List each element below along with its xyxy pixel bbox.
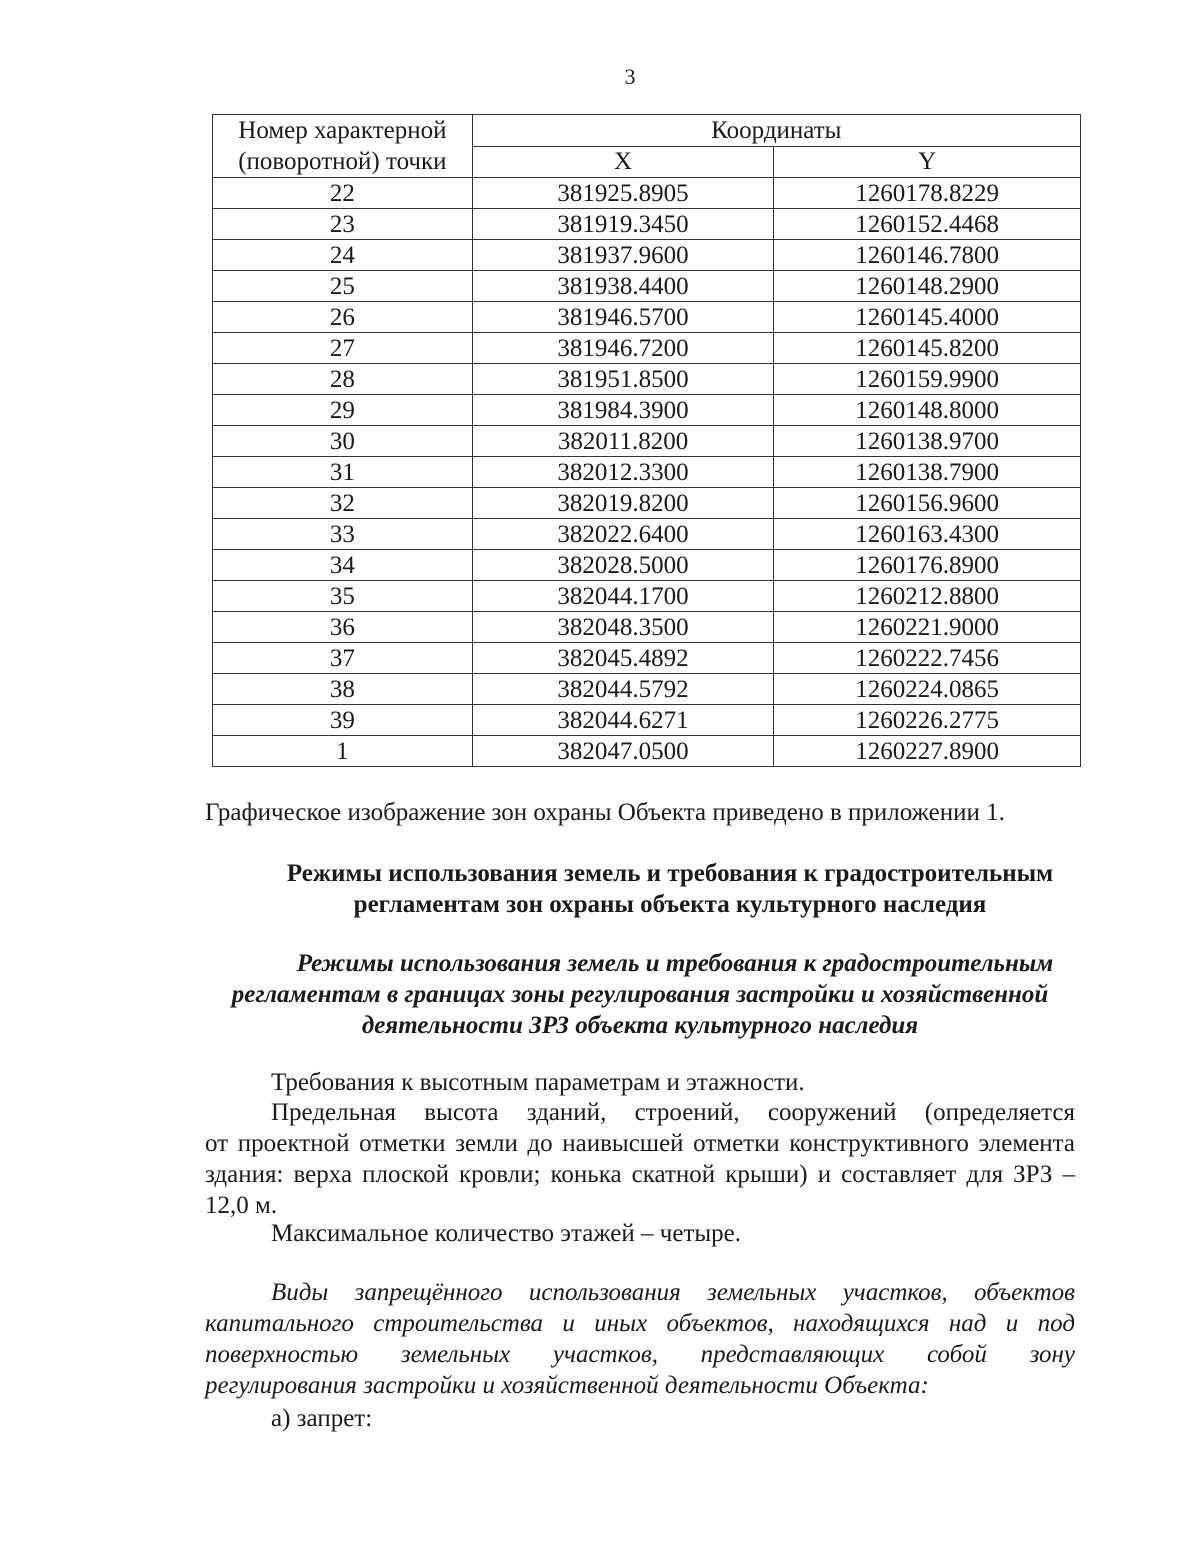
table-row [213, 550, 1081, 581]
point-number-cell: 29 [213, 395, 473, 426]
ban-item: а) запрет: [271, 1405, 373, 1432]
y-coordinate-cell: 1260212.8800 [774, 581, 1081, 612]
point-number-cell: 23 [213, 209, 473, 240]
x-coordinate-cell: 382011.8200 [472, 426, 774, 457]
forbidden-line-1: Виды запрещённого использования земельных участков, объектов [271, 1279, 1075, 1306]
point-number-cell: 34 [213, 550, 473, 581]
table-row [213, 705, 1081, 736]
y-coordinate-cell: 1260138.9700 [774, 426, 1081, 457]
section-heading-line2: регламентам зон охраны объекта культурного наследия [353, 891, 987, 918]
subsection-heading [205, 948, 1075, 1041]
table-row [213, 364, 1081, 395]
table-row [213, 488, 1081, 519]
point-number-cell: 27 [213, 333, 473, 364]
y-coordinate-cell: 1260226.2775 [774, 705, 1081, 736]
y-coordinate-cell: 1260163.4300 [774, 519, 1081, 550]
coordinates-table-body [213, 178, 1081, 767]
table-row [213, 612, 1081, 643]
x-coordinate-cell: 381919.3450 [472, 209, 774, 240]
subsection-heading-line2: регламентам в границах зоны регулирования застройки и хозяйственной [231, 981, 1049, 1008]
point-number-cell: 38 [213, 674, 473, 705]
x-coordinate-cell: 381946.5700 [472, 302, 774, 333]
table-row [213, 395, 1081, 426]
table-row [213, 240, 1081, 271]
point-number-cell: 26 [213, 302, 473, 333]
y-coordinate-cell: 1260178.8229 [774, 178, 1081, 209]
page-number: 3 [624, 64, 636, 89]
y-coordinate-cell: 1260152.4468 [774, 209, 1081, 240]
x-coordinate-cell: 382044.1700 [472, 581, 774, 612]
y-coordinate-cell: 1260145.4000 [774, 302, 1081, 333]
y-coordinate-cell: 1260146.7800 [774, 240, 1081, 271]
x-coordinate-cell: 382019.8200 [472, 488, 774, 519]
y-coordinate-cell: 1260227.8900 [774, 736, 1081, 767]
point-number-cell: 28 [213, 364, 473, 395]
y-coordinate-cell: 1260221.9000 [774, 612, 1081, 643]
table-row [213, 426, 1081, 457]
coordinates-table [212, 114, 1081, 767]
point-number-header [213, 115, 473, 178]
x-coordinate-cell: 382045.4892 [472, 643, 774, 674]
y-coordinate-cell: 1260159.9900 [774, 364, 1081, 395]
height-line-3: здания: верха плоской кровли; конька скатной крыши) и составляет для ЗРЗ – [205, 1161, 1075, 1188]
point-number-header-line1: Номер характерной [238, 117, 447, 144]
point-number-cell: 1 [213, 736, 473, 767]
table-row [213, 674, 1081, 705]
point-number-cell: 37 [213, 643, 473, 674]
forbidden-line-3: поверхностью земельных участков, представляющих собой зону [205, 1341, 1075, 1368]
table-row [213, 581, 1081, 612]
graphic-note: Графическое изображение зон охраны Объекта приведено в приложении 1. [205, 799, 1005, 826]
y-coordinate-cell: 1260224.0865 [774, 674, 1081, 705]
x-coordinate-cell: 382047.0500 [472, 736, 774, 767]
y-coordinate-cell: 1260148.2900 [774, 271, 1081, 302]
table-row [213, 519, 1081, 550]
x-coordinate-cell: 382022.6400 [472, 519, 774, 550]
coordinates-header: Координаты [472, 115, 1080, 147]
point-number-header-line2: (поворотной) точки [238, 148, 447, 175]
point-number-cell: 32 [213, 488, 473, 519]
requirements-title: Требования к высотным параметрам и этажности. [271, 1069, 805, 1096]
x-coordinate-cell: 382028.5000 [472, 550, 774, 581]
section-heading-line1: Режимы использования земель и требования к градостроительным [286, 860, 1054, 887]
table-row [213, 333, 1081, 364]
point-number-cell: 33 [213, 519, 473, 550]
point-number-cell: 25 [213, 271, 473, 302]
height-line-4: 12,0 м. [205, 1192, 278, 1219]
point-number-cell: 24 [213, 240, 473, 271]
x-coordinate-cell: 381925.8905 [472, 178, 774, 209]
point-number-cell: 36 [213, 612, 473, 643]
x-coordinate-cell: 381937.9600 [472, 240, 774, 271]
x-coordinate-cell: 382012.3300 [472, 457, 774, 488]
height-line-1: Предельная высота зданий, строений, сооружений (определяется [271, 1099, 1075, 1126]
subsection-heading-line3: деятельности ЗРЗ объекта культурного наследия [361, 1012, 919, 1039]
table-row [213, 643, 1081, 674]
forbidden-line-2: капитального строительства и иных объектов, находящихся над и под [205, 1310, 1075, 1337]
section-heading [205, 858, 1075, 920]
height-limit-paragraph [205, 1097, 1075, 1221]
subsection-heading-line1: Режимы использования земель и требования к градостроительным [296, 950, 1054, 977]
floors-limit: Максимальное количество этажей – четыре. [271, 1220, 742, 1247]
y-coordinate-cell: 1260176.8900 [774, 550, 1081, 581]
y-coordinate-cell: 1260138.7900 [774, 457, 1081, 488]
x-coordinate-cell: 381951.8500 [472, 364, 774, 395]
x-header: X [472, 146, 774, 178]
x-coordinate-cell: 381938.4400 [472, 271, 774, 302]
y-coordinate-cell: 1260145.8200 [774, 333, 1081, 364]
point-number-cell: 35 [213, 581, 473, 612]
point-number-cell: 31 [213, 457, 473, 488]
y-coordinate-cell: 1260222.7456 [774, 643, 1081, 674]
point-number-cell: 39 [213, 705, 473, 736]
table-row [213, 209, 1081, 240]
x-coordinate-cell: 381984.3900 [472, 395, 774, 426]
forbidden-line-4: регулирования застройки и хозяйственной деятельности Объекта: [205, 1372, 929, 1399]
point-number-cell: 30 [213, 426, 473, 457]
x-coordinate-cell: 382044.5792 [472, 674, 774, 705]
table-row [213, 736, 1081, 767]
y-header: Y [774, 146, 1081, 178]
forbidden-use-paragraph [205, 1277, 1075, 1401]
table-row [213, 271, 1081, 302]
point-number-cell: 22 [213, 178, 473, 209]
y-coordinate-cell: 1260156.9600 [774, 488, 1081, 519]
x-coordinate-cell: 382044.6271 [472, 705, 774, 736]
table-row [213, 302, 1081, 333]
table-row [213, 178, 1081, 209]
height-line-2: от проектной отметки земли до наивысшей отметки конструктивного элемента [205, 1130, 1075, 1157]
y-coordinate-cell: 1260148.8000 [774, 395, 1081, 426]
table-row [213, 457, 1081, 488]
x-coordinate-cell: 382048.3500 [472, 612, 774, 643]
x-coordinate-cell: 381946.7200 [472, 333, 774, 364]
